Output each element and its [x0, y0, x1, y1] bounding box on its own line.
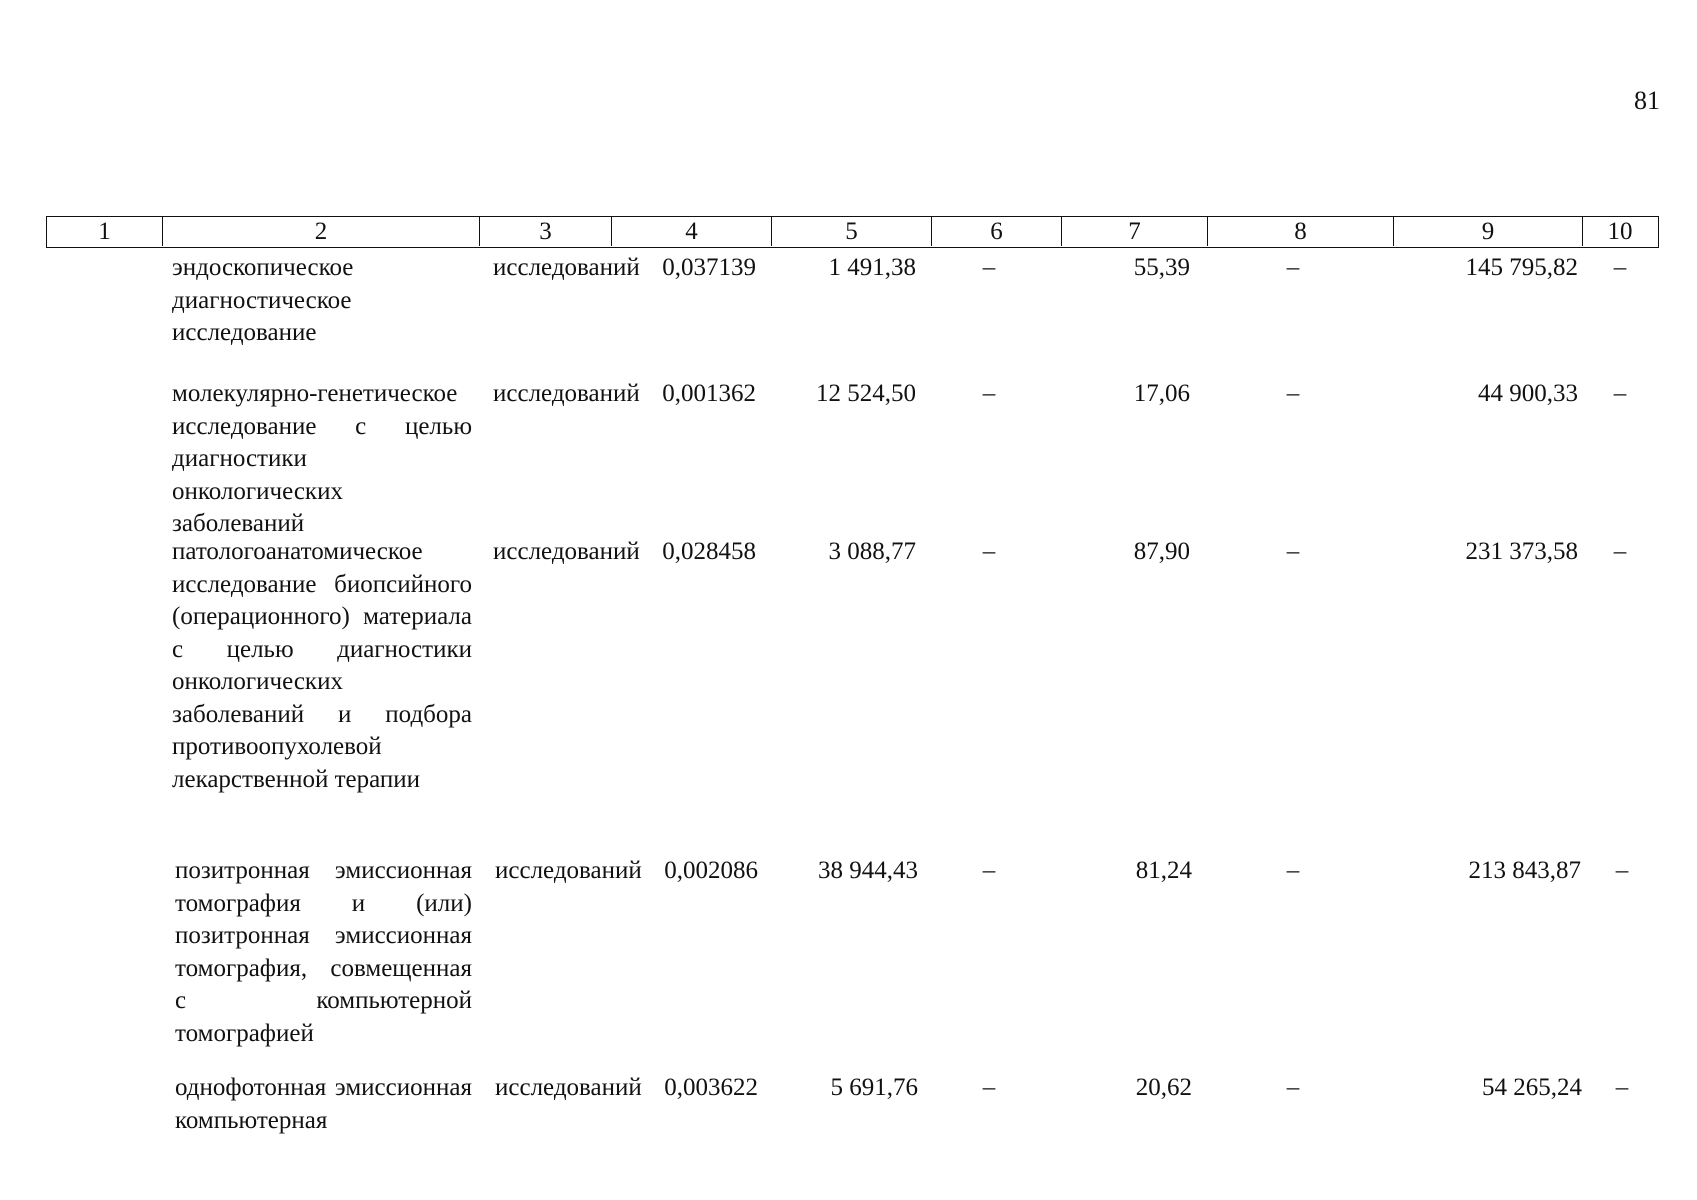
row-unit: исследований	[495, 857, 642, 884]
row-col7-value: 55,39	[1133, 254, 1190, 281]
row-col7-value: 20,62	[1135, 1074, 1192, 1101]
row-unit: исследований	[493, 538, 640, 565]
header-col-6: 6	[931, 217, 1061, 246]
row-col9-value: 231 373,58	[1465, 538, 1578, 565]
row-col9-value: 213 843,87	[1468, 857, 1581, 884]
row-col7-value: 17,06	[1133, 380, 1190, 407]
header-col-1: 1	[98, 218, 111, 245]
row-description: патологоанатомическое исследование биопсийного (операционного) материала с целью диагностики онкологических заболеваний и подбора противоопухолевой лекарственной терапии	[172, 538, 472, 793]
row-col8-value: –	[1286, 538, 1300, 565]
row-col10-value: –	[1615, 1074, 1629, 1101]
header-col-5: 5	[771, 217, 931, 246]
row-col5-value: 1 491,38	[828, 254, 916, 281]
row-col9-value: 54 265,24	[1482, 1074, 1582, 1101]
row-col7-value: 87,90	[1133, 538, 1190, 565]
row-col6-value: –	[982, 380, 996, 407]
header-col-10: 10	[1582, 217, 1657, 246]
row-description: молекулярно-генетическое исследование с целью диагностики онкологических заболеваний	[172, 380, 472, 537]
header-col-8: 8	[1207, 217, 1393, 246]
row-unit: исследований	[493, 254, 640, 281]
row-col10-value: –	[1613, 254, 1627, 281]
row-col4-value: 0,001362	[662, 380, 756, 407]
row-unit: исследований	[493, 380, 640, 407]
row-unit: исследований	[495, 1074, 642, 1101]
row-description: эндоскопическое диагностическое исследование	[172, 254, 354, 346]
row-col6-value: –	[982, 254, 996, 281]
table-header-row	[46, 216, 1659, 248]
page-number: 81	[1634, 86, 1660, 115]
row-col8-value: –	[1286, 380, 1300, 407]
row-col7-value: 81,24	[1135, 857, 1192, 884]
row-col8-value: –	[1286, 1074, 1300, 1101]
row-col8-value: –	[1286, 254, 1300, 281]
row-col5-value: 3 088,77	[828, 538, 916, 565]
row-col6-value: –	[982, 1074, 996, 1101]
row-col8-value: –	[1286, 857, 1300, 884]
row-col5-value: 38 944,43	[818, 857, 918, 884]
row-col4-value: 0,028458	[662, 538, 756, 565]
row-col5-value: 5 691,76	[830, 1074, 918, 1101]
header-col-7: 7	[1061, 217, 1207, 246]
header-col-9: 9	[1393, 217, 1582, 246]
row-col9-value: 145 795,82	[1465, 254, 1578, 281]
row-col4-value: 0,003622	[664, 1074, 758, 1101]
row-col10-value: –	[1613, 380, 1627, 407]
row-col6-value: –	[982, 857, 996, 884]
row-col6-value: –	[982, 538, 996, 565]
header-col-3: 3	[479, 217, 611, 246]
row-col9-value: 44 900,33	[1478, 380, 1578, 407]
row-col10-value: –	[1615, 857, 1629, 884]
row-description: однофотонная эмиссионная компьютерная	[175, 1074, 472, 1134]
row-col5-value: 12 524,50	[816, 380, 916, 407]
header-col-4: 4	[611, 217, 771, 246]
header-col-2: 2	[162, 217, 479, 246]
row-col4-value: 0,002086	[664, 857, 758, 884]
row-col4-value: 0,037139	[662, 254, 756, 281]
row-col10-value: –	[1613, 538, 1627, 565]
row-description: позитронная эмиссионная томография и (или) позитронная эмиссионная томография, совмещенная с компьютерной томографией	[175, 857, 472, 1047]
